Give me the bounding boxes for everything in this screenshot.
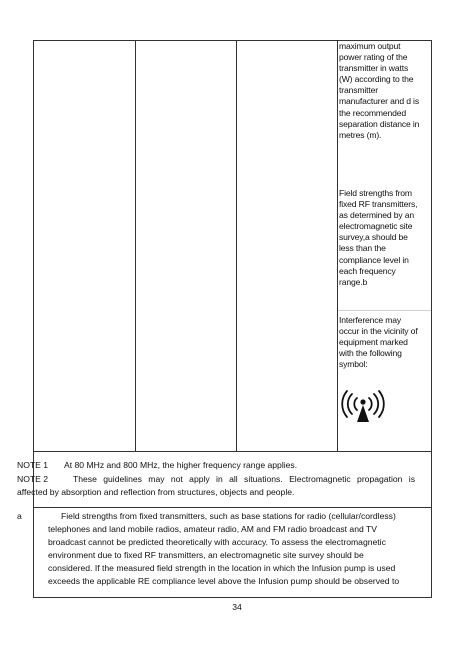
- column-divider: [337, 41, 338, 451]
- table-notes: [17, 459, 415, 500]
- note-1: NOTE 1 At 80 MHz and 800 MHz, the higher frequency range applies.: [17, 460, 298, 470]
- footnote-line: considered. If the measured field strength in the location in which the Infusion pump is used: [48, 563, 396, 573]
- page-number: 34: [232, 602, 242, 612]
- note-2-continuation: affected by absorption and reflection from structures, objects and people.: [17, 487, 295, 497]
- non-ionizing-radiation-icon: [341, 390, 385, 426]
- field-strength-description: Field strengths from fixed RF transmitters, as determined by an electromagnetic site survey,a should be less than the compliance level in each frequency range.b: [339, 188, 418, 287]
- footnote-line: telephones and land mobile radios, amateur radio, AM and FM radio broadcast and TV: [48, 524, 377, 534]
- footnote-letter: a: [17, 511, 22, 521]
- footnote-line: environment due to fixed RF transmitters, an electromagnetic site survey should be: [48, 550, 364, 560]
- interference-description: Interference may occur in the vicinity of equipment marked with the following symbol:: [339, 315, 418, 370]
- output-power-description: maximum output power rating of the transmitter in watts (W) according to the transmitter manufacturer and d is the recommended separation distance in metres (m).: [339, 41, 420, 140]
- row-divider: [34, 451, 431, 452]
- footnote-line: exceeds the applicable RE compliance level above the Infusion pump should be observed to: [48, 576, 400, 586]
- row-divider: [34, 507, 431, 508]
- footnote-a: [17, 510, 419, 588]
- column-divider: [135, 41, 136, 451]
- footnote-line: Field strengths from fixed transmitters, such as base stations for radio (cellular/cordless): [61, 511, 396, 521]
- note-2: NOTE 2 These guidelines may not apply in all situations. Electromagnetic propagation is: [17, 473, 415, 484]
- footnote-line: broadcast cannot be predicted theoretically with accuracy. To assess the electromagnetic: [48, 537, 386, 547]
- column-divider: [236, 41, 237, 451]
- paragraph-separator: [338, 310, 431, 311]
